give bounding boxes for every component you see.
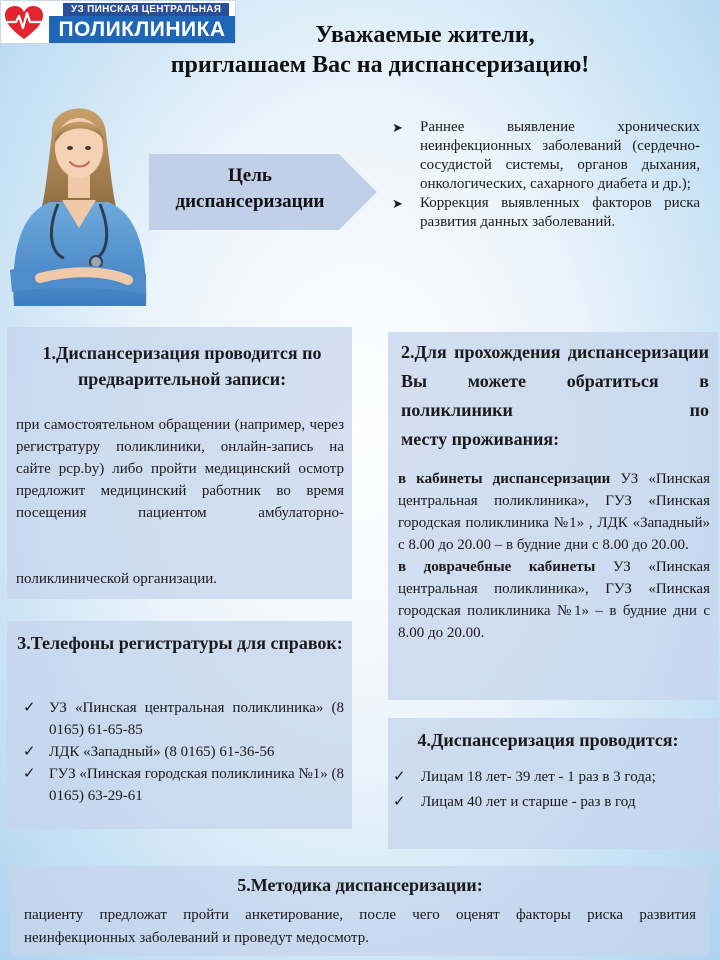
list-item — [392, 194, 700, 232]
check-icon: ✓ — [393, 769, 406, 785]
section-2-para-2 — [398, 556, 710, 644]
list-item — [16, 741, 344, 763]
logo-name: ПОЛИКЛИНИКА — [49, 16, 235, 43]
check-icon: ✓ — [393, 794, 406, 810]
title-line-1: Уважаемые жители, — [315, 22, 535, 48]
goal-label — [150, 163, 350, 215]
section-3-heading: 3.Телефоны регистратуры для справок: — [17, 633, 343, 653]
frequency-list — [390, 765, 710, 815]
goal-label-line-2: диспансеризации — [175, 191, 325, 212]
section-2-text — [398, 468, 710, 644]
doctor-illustration — [0, 94, 152, 306]
section-2-para-1-bold: в кабинеты диспансеризации — [398, 471, 611, 487]
section-2-heading-last: месту проживания: — [401, 429, 560, 449]
section-1-text-last: поликлинической организации. — [16, 571, 218, 587]
goal-label-line-1: Цель — [228, 165, 272, 186]
goal-item-text: Раннее выявление хронических неинфекционных заболеваний (сердечно-сосудистой системы, органов дыхания, онкологических, сахарного диабета и др.); — [420, 119, 700, 192]
phone-list — [16, 697, 344, 807]
list-item — [16, 763, 344, 807]
section-2-para-2-bold: в доврачебные кабинеты — [398, 559, 596, 575]
goal-item-text: Коррекция выявленных факторов риска развития данных заболеваний. — [420, 195, 700, 230]
list-item — [16, 697, 344, 741]
goal-list — [392, 118, 700, 232]
phone-item-text: ЛДК «Западный» (8 0165) 61-36-56 — [49, 744, 275, 760]
section-5-heading: 5.Методика диспансеризации: — [237, 875, 483, 895]
frequency-item-text: Лицам 18 лет- 39 лет - 1 раз в 3 года; — [421, 769, 656, 785]
section-2-para-1-text: УЗ «Пинская центральная поликлиника», ГУЗ «Пинская городская поликлиника №1» , ЛДК «Западный» с 8.00 до 20.00 – в будние дни с 8.00 до 20.00. — [398, 471, 710, 553]
section-4-heading: 4.Диспансеризация проводится: — [417, 730, 679, 750]
list-item — [390, 765, 710, 790]
arrow-bullet-icon: ➤ — [392, 196, 403, 211]
frequency-item-text: Лицам 40 лет и старше - раз в год — [421, 794, 636, 810]
phone-item-text: УЗ «Пинская центральная поликлиника» (8 0165) 61-65-85 — [49, 700, 344, 738]
check-icon: ✓ — [23, 766, 36, 782]
arrow-bullet-icon: ➤ — [392, 120, 403, 135]
section-2-heading: 2.Для прохождения диспансеризации Вы можете обратиться в поликлиники по — [401, 342, 709, 420]
section-2-para-1 — [398, 468, 710, 556]
heart-pulse-icon — [4, 5, 44, 41]
list-item — [392, 118, 700, 194]
check-icon: ✓ — [23, 744, 36, 760]
phone-item-text: ГУЗ «Пинская городская поликлиника №1» (8 0165) 63-29-61 — [49, 766, 344, 804]
logo-subtitle: УЗ ПИНСКАЯ ЦЕНТРАЛЬНАЯ — [63, 3, 229, 16]
title-line-2: приглашаем Вас на диспансеризацию! — [170, 52, 590, 78]
check-icon: ✓ — [23, 700, 36, 716]
section-1-text: при самостоятельном обращении (например, через регистратуру поликлиники, онлайн-запись на сайте pcp.by) либо пройти медицинский осмотр предложит медицинский работник во время посещения пациентом амбулаторно- — [16, 417, 344, 521]
section-2-para-2-text: УЗ «Пинская центральная поликлиника», ГУЗ «Пинская городская поликлиника №1» – в будние дни с 8.00 до 20.00. — [398, 559, 710, 641]
section-1-heading: 1.Диспансеризация проводится по предварительной записи: — [42, 343, 322, 389]
list-item — [390, 790, 710, 815]
section-5-text: пациенту предложат пройти анкетирование, после чего оценят факторы риска развития неинфекционных заболеваний и проведут медосмотр. — [24, 907, 696, 946]
page-title — [100, 20, 660, 80]
